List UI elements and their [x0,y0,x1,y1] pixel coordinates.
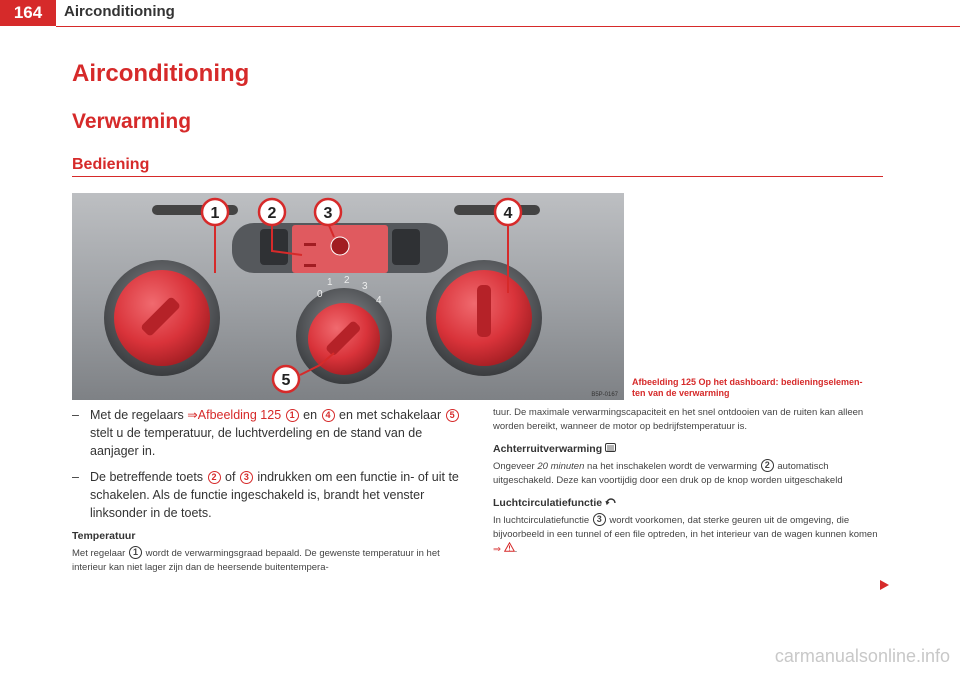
callout-ref: 1 [129,546,142,559]
right-seat-switch [392,229,420,265]
warning-reference-link[interactable]: ⇒ [493,544,501,555]
subsection-title: Bediening [72,156,150,173]
instruction-text: of [221,470,239,484]
warning-triangle-icon [504,542,515,552]
instruction-text: indrukken om een functie in- of uit te schakelen. Als de functie ingeschakeld is, brandt het venster linksonder in de toets. [90,470,459,520]
instruction-item [72,468,468,522]
figure-caption-line: ten van de verwarming [632,388,730,398]
callout-ref: 5 [446,409,459,422]
next-page-arrow-icon[interactable] [880,580,889,590]
heading-text: Luchtcirculatiefunctie [493,497,603,509]
recirculation-paragraph [493,513,883,557]
fan-dial-number: 3 [362,281,368,292]
callout-ref: 2 [761,459,774,472]
callout-label: 3 [323,205,333,222]
header-rule [56,26,960,27]
list-dash: – [72,408,79,422]
heater-controls-figure [72,193,624,400]
figure-caption [632,377,892,399]
figure-reference-link[interactable]: ⇒Afbeelding 125 [187,408,282,422]
center-knob [331,237,349,255]
fan-dial-number: 4 [376,295,382,306]
fan-dial-number: 0 [317,289,323,300]
instruction-text: stelt u de temperatuur, de luchtverdeling en de stand van de aanjager in. [90,426,423,458]
section-title: Verwarming [72,110,192,133]
paragraph-text: na het inschakelen wordt de verwarming [584,461,760,472]
callout-5 [273,366,299,392]
instruction-text: en met schakelaar [335,408,445,422]
subsection-rule [72,176,883,177]
paragraph-text: wordt de verwarmingsgraad bepaald. De gewenste temperatuur in het interieur kan niet lager zijn dan de heersende buitentempera- [72,548,440,573]
callout-label: 5 [281,372,291,389]
button-indicator-2 [304,264,316,267]
paragraph-text: In luchtcirculatiefunctie [493,515,592,526]
callout-4 [495,199,521,225]
temperature-heading: Temperatuur [72,530,136,542]
paragraph-text: automatisch uitgeschakeld. Deze kan voortijdig door een druk op de knop worden uitgeschakeld [493,461,843,486]
right-column [493,406,883,557]
callout-ref: 4 [322,409,335,422]
callout-ref: 3 [593,513,606,526]
callout-1 [202,199,228,225]
fan-dial-number: 2 [344,275,350,286]
rear-defrost-icon [605,443,616,452]
emphasis-text: 20 minuten [537,461,585,472]
instruction-text: en [299,408,321,422]
left-column [72,406,468,575]
chapter-title: Airconditioning [72,60,250,87]
button-indicator-1 [304,243,316,246]
callout-ref: 3 [240,471,253,484]
paragraph-text: Ongeveer [493,461,538,472]
callout-ref: 1 [286,409,299,422]
page-header [0,0,960,26]
temperature-paragraph [72,546,468,575]
paragraph-text: Met regelaar [72,548,128,559]
callout-label: 4 [503,205,513,222]
callout-label: 2 [267,205,277,222]
rear-window-heating-heading [493,443,883,455]
heading-text: Achterruitverwarming [493,443,603,455]
watermark-text: carmanualsonline.info [774,646,950,666]
page-number: 164 [0,0,56,26]
recirculation-heading [493,497,883,509]
fan-dial-number: 1 [327,277,333,288]
instruction-text: De betreffende toets [90,470,207,484]
recirculation-icon [605,497,617,506]
instruction-item [72,406,468,460]
list-dash: – [72,470,79,484]
paragraph-text: . [514,544,518,555]
callout-3 [315,199,341,225]
air-distribution-knob-grip [477,285,491,337]
callout-ref: 2 [208,471,221,484]
callout-label: 1 [210,205,220,222]
instruction-text: Met de regelaars [90,408,188,422]
paragraph-text: wordt voorkomen, dat sterke geuren uit de omgeving, die bijvoorbeeld in een tunnel of een file optreden, in het interieur van de wagen kunnen komen [493,515,878,540]
image-code: B5P-0167 [591,392,618,398]
callout-2 [259,199,285,225]
temperature-paragraph-continued: tuur. De maximale verwarmingscapaciteit en het snel ontdooien van de ruiten kan alleen worden bereikt, wanneer de motor op bedrijfstemperatuur is. [493,407,864,432]
left-seat-switch [260,229,288,265]
figure-caption-line: Afbeelding 125 Op het dashboard: bedieningselemen- [632,377,863,387]
running-title: Airconditioning [64,3,175,20]
rear-window-paragraph [493,459,883,488]
